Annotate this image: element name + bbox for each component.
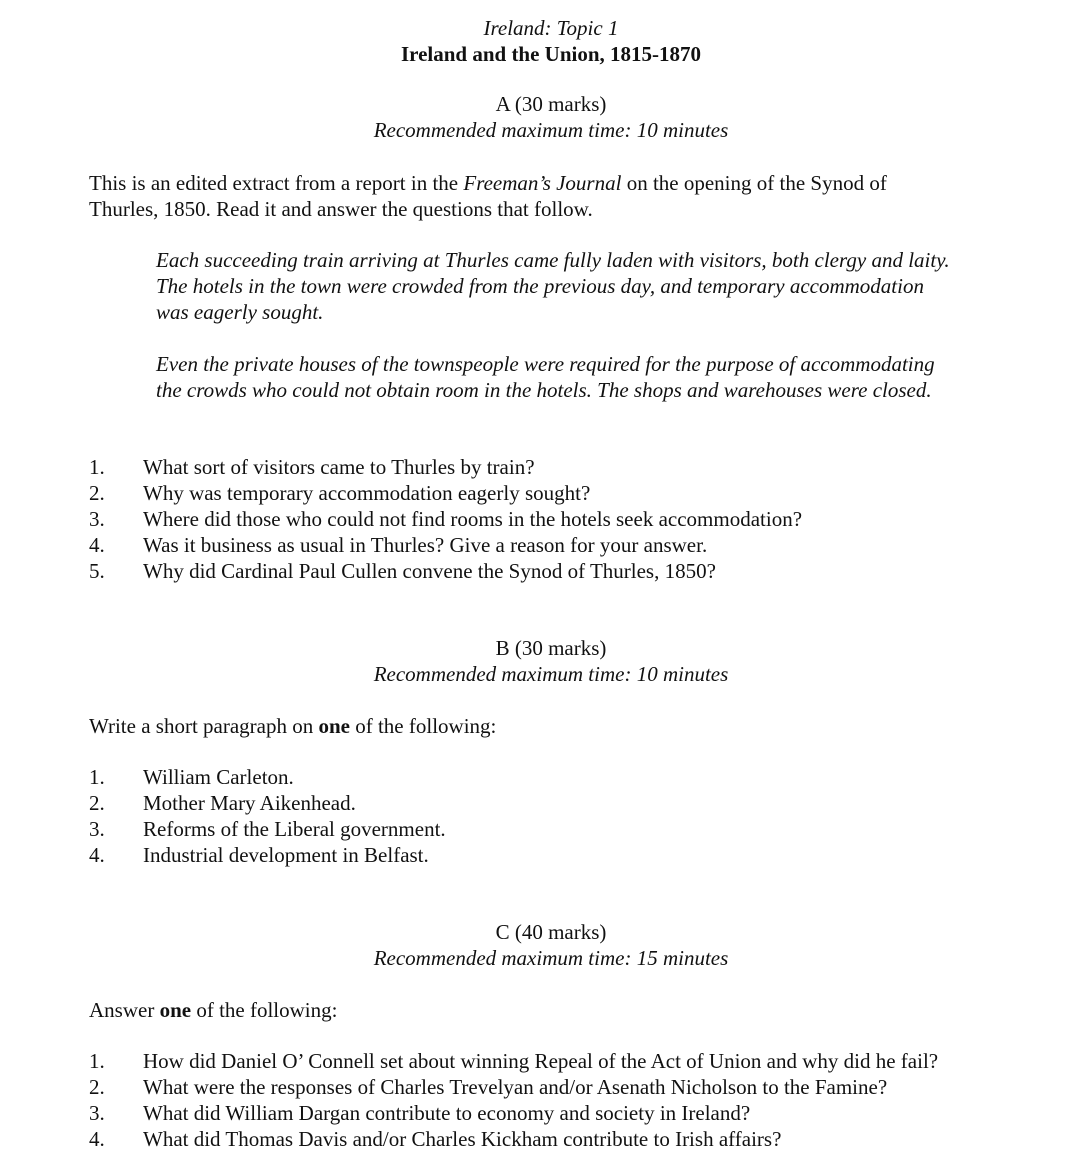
item-number: 4. [89,1127,105,1151]
item-number: 1. [89,1049,105,1073]
list-item [89,480,1049,506]
item-number: 5. [89,559,105,583]
section-c-instruction [89,997,989,1023]
instruction-text: of the following: [349,714,497,738]
item-text: What did William Dargan contribute to economy and society in Ireland? [143,1101,751,1125]
item-text: Reforms of the Liberal government. [143,817,446,841]
instruction-emphasis: one [318,714,350,738]
section-b-instruction [89,713,989,739]
item-number: 1. [89,765,105,789]
section-b-items [89,764,1049,868]
section-a-questions [89,454,1049,584]
section-c-time: Recommended maximum time: 15 minutes [373,946,729,970]
item-text: Industrial development in Belfast. [143,843,429,867]
list-item [89,1100,1049,1126]
item-text: What did Thomas Davis and/or Charles Kickham contribute to Irish affairs? [143,1127,782,1151]
intro-source: Freeman’s Journal [463,171,622,195]
extract-paragraph-1 [156,247,1036,325]
list-item [89,816,1049,842]
extract-line: the crowds who could not obtain room in the hotels. The shops and warehouses were closed. [156,378,932,402]
section-b-time: Recommended maximum time: 10 minutes [373,662,729,686]
item-number: 2. [89,1075,105,1099]
list-item [89,1074,1049,1100]
item-text: What were the responses of Charles Trevelyan and/or Asenath Nicholson to the Famine? [143,1075,888,1099]
item-text: William Carleton. [143,765,294,789]
extract-line: The hotels in the town were crowded from the previous day, and temporary accommodation [156,274,924,298]
extract-line: Even the private houses of the townspeople were required for the purpose of accommodating [156,352,935,376]
item-text: Was it business as usual in Thurles? Give a reason for your answer. [143,533,708,557]
instruction-text: of the following: [191,998,338,1022]
section-c-items [89,1048,1049,1152]
instruction-text: Answer [89,998,160,1022]
list-item [89,842,1049,868]
list-item [89,558,1049,584]
item-number: 4. [89,533,105,557]
section-c-heading: C (40 marks) [495,920,607,944]
instruction-text: Write a short paragraph on [89,714,319,738]
item-text: Why did Cardinal Paul Cullen convene the Synod of Thurles, 1850? [143,559,716,583]
item-number: 4. [89,843,105,867]
extract-line: Each succeeding train arriving at Thurles came fully laden with visitors, both clergy and laity. [156,248,950,272]
item-number: 3. [89,817,105,841]
item-text: What sort of visitors came to Thurles by train? [143,455,535,479]
item-number: 1. [89,455,105,479]
topic-label: Ireland: Topic 1 [483,16,619,40]
intro-text-1: This is an edited extract from a report in the [89,171,464,195]
instruction-emphasis: one [159,998,192,1022]
item-number: 2. [89,791,105,815]
item-number: 3. [89,1101,105,1125]
extract-line: was eagerly sought. [156,300,324,324]
list-item [89,790,1049,816]
item-text: Why was temporary accommodation eagerly sought? [143,481,591,505]
item-text: How did Daniel O’ Connell set about winning Repeal of the Act of Union and why did he fail? [143,1049,939,1073]
list-item [89,1048,1049,1074]
section-a-time: Recommended maximum time: 10 minutes [373,118,729,142]
list-item [89,506,1049,532]
item-number: 3. [89,507,105,531]
list-item [89,454,1049,480]
page-title: Ireland and the Union, 1815-1870 [400,42,702,66]
item-number: 2. [89,481,105,505]
section-a-heading: A (30 marks) [495,92,607,116]
extract-paragraph-2 [156,351,1036,403]
intro-text-2: on the opening of the Synod of [621,171,887,195]
item-text: Where did those who could not find rooms in the hotels seek accommodation? [143,507,803,531]
list-item [89,764,1049,790]
list-item [89,532,1049,558]
item-text: Mother Mary Aikenhead. [143,791,356,815]
intro-line-2: Thurles, 1850. Read it and answer the questions that follow. [89,197,593,221]
list-item [89,1126,1049,1152]
section-a-intro [89,170,989,222]
section-b-heading: B (30 marks) [495,636,607,660]
